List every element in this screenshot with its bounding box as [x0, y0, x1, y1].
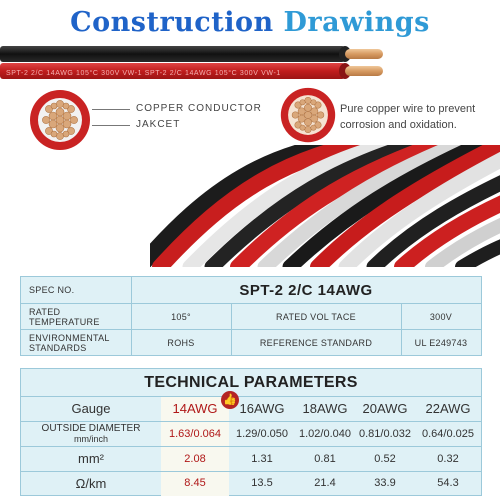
cross-section-left — [28, 88, 92, 152]
resistance-22awg: 54.3 — [437, 477, 459, 489]
row-label-outside-diameter — [21, 421, 161, 446]
area-22awg: 0.32 — [437, 452, 459, 465]
resistance-16awg: 13.5 — [251, 477, 273, 489]
od-label-line-1: OUTSIDE DIAMETER — [41, 422, 141, 434]
gauge-header-22awg: 22AWG — [425, 401, 471, 416]
rated-vol-label: RATED VOL TACE — [276, 311, 356, 322]
thumbs-up-icon: 👍 — [221, 391, 239, 409]
od-16awg: 1.29/0.050 — [236, 427, 288, 440]
spec-row-temperature — [21, 304, 481, 330]
reference-standard-label: REFERENCE STANDARD — [259, 337, 373, 348]
copper-strand-top — [345, 49, 383, 59]
technical-parameters-table — [20, 368, 482, 496]
resistance-18awg: 21.4 — [314, 477, 336, 489]
row-label-area: mm² — [78, 451, 104, 466]
env-standards-label — [29, 330, 129, 355]
description-line-2: corrosion and oxidation. — [340, 119, 457, 131]
gauge-header-18awg: 18AWG — [302, 401, 348, 416]
row-label-gauge: Gauge — [71, 401, 111, 416]
od-18awg: 1.02/0.040 — [299, 427, 351, 440]
rated-temp-label — [29, 304, 129, 329]
od-20awg: 0.81/0.032 — [359, 427, 411, 440]
area-14awg: 2.08 — [184, 452, 206, 465]
od-22awg: 0.64/0.025 — [422, 427, 474, 440]
gauge-header-20awg: 20AWG — [362, 401, 408, 416]
copper-description — [340, 101, 500, 133]
resistance-14awg: 8.45 — [184, 477, 206, 489]
cross-section-right — [279, 86, 337, 144]
label-jacket: JAKCET — [136, 119, 181, 130]
spec-row-standards — [21, 330, 481, 355]
resistance-20awg: 33.9 — [374, 477, 396, 489]
env-standards-value: ROHS — [167, 337, 195, 348]
page-title — [0, 4, 500, 42]
rated-temp-label-line-2: TEMPERATURE — [29, 316, 100, 327]
leader-line-jacket — [92, 125, 130, 126]
spec-table — [20, 276, 482, 356]
od-14awg: 1.63/0.064 — [169, 427, 221, 440]
rated-temp-label-line-1: RATED — [29, 306, 61, 317]
area-16awg: 1.31 — [251, 452, 273, 465]
title-word-construction: Construction — [70, 7, 274, 38]
rated-temp-value: 105° — [171, 311, 191, 322]
coiled-wire-photo — [150, 145, 500, 267]
title-word-drawings: Drawings — [283, 7, 430, 38]
tech-heading: TECHNICAL PARAMETERS — [144, 374, 358, 391]
row-label-resistance: Ω/km — [75, 475, 107, 491]
copper-strand-bottom — [345, 66, 383, 76]
description-line-1: Pure copper wire to prevent — [340, 103, 476, 115]
black-wire — [0, 46, 345, 62]
gauge-header-16awg: 16AWG — [239, 401, 285, 416]
cable-illustration — [0, 44, 400, 84]
od-label-line-2: mm/inch — [73, 433, 108, 444]
cable-print: SPT-2 2/C 14AWG 105°C 300V VW-1 SPT-2 2/C 14AWG 105°C 300V VW-1 — [6, 70, 281, 77]
area-20awg: 0.52 — [374, 452, 396, 465]
leader-line-conductor — [92, 109, 130, 110]
rated-vol-value: 300V — [429, 311, 453, 322]
label-copper-conductor: COPPER CONDUCTOR — [136, 103, 262, 114]
reference-standard-value: UL E249743 — [414, 337, 468, 348]
spec-row-spec-no — [21, 277, 481, 304]
gauge-header-14awg: 14AWG — [172, 401, 218, 416]
env-label-line-1: ENVIRONMENTAL — [29, 332, 110, 343]
spec-no-label: SPEC NO. — [29, 285, 75, 295]
env-label-line-2: STANDARDS — [29, 342, 87, 353]
area-18awg: 0.81 — [314, 452, 336, 465]
spec-no-value: SPT-2 2/C 14AWG — [239, 281, 373, 299]
